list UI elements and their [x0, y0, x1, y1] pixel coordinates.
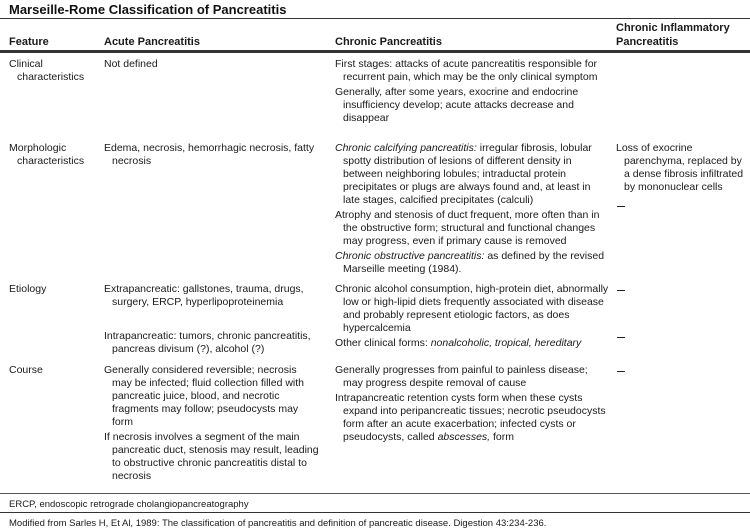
header-acute: Acute Pancreatitis: [104, 36, 200, 48]
inflammatory-cell: [616, 142, 746, 196]
dash-mark: [617, 337, 625, 338]
abscesses-term: abscesses,: [437, 431, 491, 443]
chronic-text-2: [335, 392, 610, 444]
chronic-cell: [335, 283, 610, 352]
acute-cell: [104, 283, 319, 311]
feature-cell: [9, 283, 109, 298]
header-feature: Feature: [9, 36, 49, 48]
chronic-text-2: Generally, after some years, exocrine and endocrine insufficiency develop; acute attacks decrease and disappear: [335, 86, 579, 124]
source-citation: Modified from Sarles H, Et Al, 1989: The classification of pancreatitis and definition of pancreatic disease. Digestion 43:234-236.: [9, 518, 547, 529]
dash-mark: [617, 371, 625, 372]
feature-label: Etiology: [9, 283, 47, 295]
other-forms-label: Other clinical forms:: [335, 337, 431, 349]
chronic-text-1: [335, 142, 610, 207]
chronic-text-1: First stages: attacks of acute pancreatitis responsible for recurrent pain, which may be the only clinical symptom: [335, 58, 598, 83]
top-rule: [0, 18, 750, 19]
feature-label: [9, 58, 109, 84]
chronic-calcifying-text: irregular fibrosis, lobular spotty distribution of lesions of different density in between neighboring lobules; intraductal protein precipitates or plugs are always found and, at least in late stages, calcified precipitates (calculi): [343, 142, 592, 206]
feature-label: Course: [9, 364, 43, 376]
acute-cell-2: [104, 330, 319, 358]
header-rule: [0, 50, 750, 53]
acute-cell: [104, 58, 319, 73]
chronic-cell: [335, 142, 610, 278]
table-title: Marseille-Rome Classification of Pancreatitis: [9, 2, 287, 17]
header-chronic-inflammatory: [616, 21, 730, 49]
chronic-text-1: Generally progresses from painful to painless disease; may progress despite removal of cause: [335, 364, 588, 389]
feature-label-line2: characteristics: [17, 71, 85, 83]
inflammatory-text: Loss of exocrine parenchyma, replaced by a dense fibrosis infiltrated by mononuclear cells: [616, 142, 744, 193]
retention-cysts-suffix: form: [490, 431, 515, 443]
header-chronic-inflammatory-line2: Pancreatitis: [616, 36, 679, 48]
acute-cell: [104, 142, 319, 170]
feature-label-line1: Morphologic: [9, 142, 67, 154]
dash-mark: [617, 206, 625, 207]
feature-label: [9, 142, 109, 168]
acute-text: Edema, necrosis, hemorrhagic necrosis, fatty necrosis: [104, 142, 315, 167]
feature-cell: [9, 142, 109, 170]
dash-mark: [617, 290, 625, 291]
chronic-calcifying-label: Chronic calcifying pancreatitis:: [335, 142, 477, 154]
other-forms-list: nonalcoholic, tropical, hereditary: [430, 337, 582, 349]
feature-label-line2: characteristics: [17, 155, 85, 167]
acute-text-2: If necrosis involves a segment of the main pancreatic duct, stenosis may result, leading to obstructive chronic pancreatitis distal to necrosis: [104, 431, 319, 482]
acute-text: Not defined: [104, 58, 158, 70]
retention-cysts-text: Intrapancreatic retention cysts form when these cysts expand into peripancreatic tissues; necrotic pseudocysts form after an acute exacerbation; infected cysts or pseudocysts, called: [335, 392, 606, 443]
acute-text-1: Generally considered reversible; necrosis may be infected; fluid collection filled with pancreatic juice, blood, and necrotic fragments may follow; pseudocysts may form: [104, 364, 305, 428]
chronic-cell: [335, 58, 610, 127]
chronic-text-2: [335, 337, 610, 350]
chronic-obstructive-text: as defined by the revised Marseille meeting (1984).: [343, 250, 605, 275]
acute-text-2: Intrapancreatic: tumors, chronic pancreatitis, pancreas divisum (?), alcohol (?): [104, 330, 311, 355]
chronic-text-3: [335, 250, 610, 276]
bottom-rule: [0, 512, 750, 513]
chronic-cell: [335, 364, 610, 446]
chronic-obstructive-label: Chronic obstructive pancreatitis:: [335, 250, 485, 262]
feature-cell: [9, 58, 109, 86]
acute-cell: [104, 364, 319, 485]
footnote-rule: [0, 493, 750, 494]
feature-label-line1: Clinical: [9, 58, 43, 70]
acute-text-1: Extrapancreatic: gallstones, trauma, drugs, surgery, ERCP, hyperlipoproteinemia: [104, 283, 304, 308]
header-chronic-inflammatory-line1: Chronic Inflammatory: [616, 22, 730, 34]
header-chronic: Chronic Pancreatitis: [335, 36, 442, 48]
chronic-text-1: Chronic alcohol consumption, high-protein diet, abnormally low or high-lipid diets frequently associated with disease and probably represent etiologic factors, as does hypercalcemia: [335, 283, 609, 334]
chronic-text-2: Atrophy and stenosis of duct frequent, more often than in the obstructive form; structural and functional changes may progress, even if primary cause is removed: [335, 209, 600, 247]
footnote: ERCP, endoscopic retrograde cholangiopancreatography: [9, 499, 249, 510]
feature-cell: [9, 364, 109, 379]
